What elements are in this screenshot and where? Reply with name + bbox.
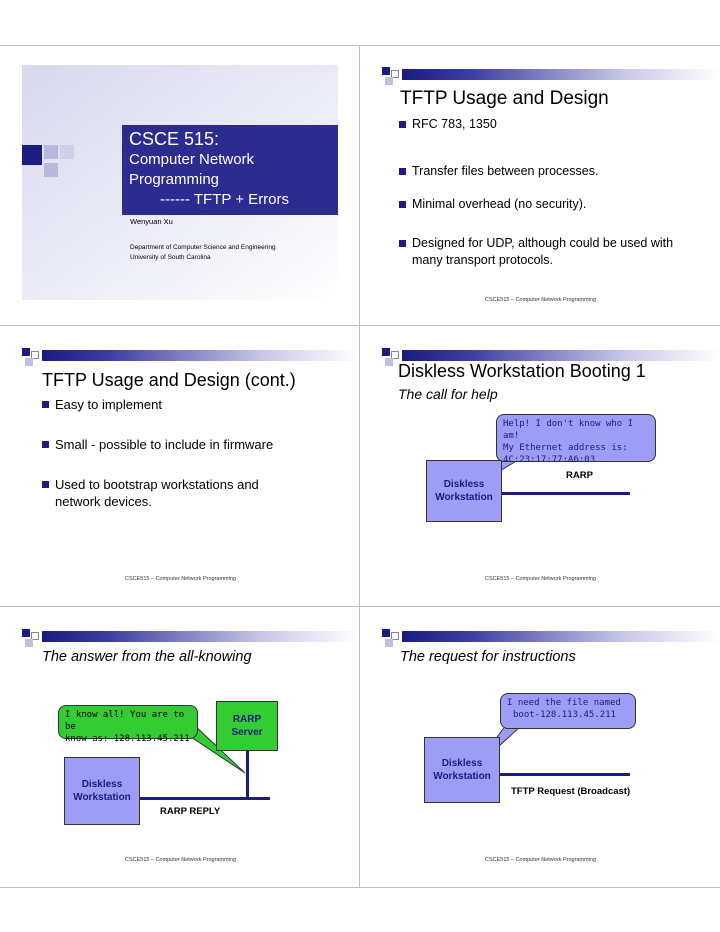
- deco-square: [60, 145, 74, 159]
- header-bar: [402, 631, 720, 642]
- bullet-item: Easy to implement: [55, 397, 162, 412]
- network-label: TFTP Request (Broadcast): [511, 786, 631, 797]
- deco-square: [44, 145, 58, 159]
- bullet-item: Small - possible to include in firmware: [55, 437, 274, 452]
- slide-diskless-booting: [360, 326, 720, 608]
- diskless-workstation-box: [426, 460, 502, 522]
- server-drop-line: [246, 751, 249, 799]
- bullet-item: Transfer files between processes.: [412, 164, 599, 178]
- speech-bubble: [500, 693, 636, 729]
- bullet-item: Minimal overhead (no security).: [412, 197, 587, 211]
- slide-title: TFTP Usage and Design (cont.): [42, 370, 296, 390]
- title-line: Programming: [129, 171, 220, 188]
- network-label: RARP REPLY: [160, 806, 221, 817]
- bullet-item: Used to bootstrap workstations and network devices.: [55, 476, 295, 510]
- bubble-line: I need the file named: [507, 698, 621, 708]
- bubble-line: My Ethernet address is:: [503, 443, 628, 453]
- diskless-workstation-box: [64, 757, 140, 825]
- header-bar: [402, 350, 720, 361]
- deco-squares-icon: [22, 629, 42, 649]
- deco-square: [22, 145, 42, 165]
- header-bar: [402, 69, 720, 80]
- network-label: RARP: [566, 470, 593, 481]
- slide-subtitle: The request for instructions: [400, 649, 576, 665]
- diskless-workstation-box: [424, 737, 500, 803]
- network-line: [140, 797, 270, 800]
- box-label: Workstation: [73, 792, 131, 803]
- header-bar: [42, 631, 358, 642]
- bullet-item: RFC 783, 1350: [412, 117, 497, 131]
- author: Wenyuan Xu: [130, 217, 173, 226]
- slide-title: [0, 45, 360, 327]
- box-label: Diskless: [441, 758, 483, 769]
- university: University of South Carolina: [130, 254, 211, 261]
- course-title: CSCE 515:: [129, 129, 220, 149]
- box-label: Workstation: [433, 771, 491, 782]
- footer: CSCE515 – Computer Network Programming: [485, 857, 596, 863]
- bubble-line: know as: 128.113.45.211: [65, 734, 190, 744]
- slide-tftp-request: [360, 607, 720, 889]
- box-label: RARP: [232, 714, 262, 725]
- deco-squares-icon: [382, 67, 402, 87]
- department: Department of Computer Science and Engineering: [130, 244, 276, 251]
- slide-tftp-usage-cont: [0, 326, 360, 608]
- bubble-line: I know all! You are to be: [65, 710, 185, 732]
- speech-bubble: [496, 414, 656, 465]
- speech-bubble: [58, 705, 198, 744]
- bubble-line: 4C:23:17:77:A6:03: [503, 455, 596, 465]
- title-line: ------ TFTP + Errors: [160, 191, 290, 208]
- bubble-line: Help! I don't know who I am!: [503, 419, 634, 441]
- slide-rarp-answer: [0, 607, 360, 889]
- header-bar: [42, 350, 358, 361]
- footer: CSCE515 – Computer Network Programming: [125, 857, 236, 863]
- deco-square: [44, 163, 58, 177]
- deco-squares-icon: [22, 348, 42, 368]
- slide-subtitle: The answer from the all-knowing: [42, 649, 252, 665]
- rarp-server-box: [216, 701, 278, 751]
- bullet-item: Designed for UDP, although could be used with many transport protocols.: [412, 235, 702, 269]
- bubble-line: boot-128.113.45.211: [513, 710, 616, 720]
- box-label: Diskless: [81, 779, 123, 790]
- footer: CSCE515 – Computer Network Programming: [485, 576, 596, 582]
- footer: CSCE515 – Computer Network Programming: [125, 576, 236, 582]
- slide-title: Diskless Workstation Booting 1: [398, 361, 646, 381]
- slide-tftp-usage: [360, 45, 720, 327]
- slide-subtitle: The call for help: [398, 386, 498, 402]
- box-label: Server: [231, 727, 263, 738]
- box-label: Diskless: [443, 479, 485, 490]
- box-label: Workstation: [435, 492, 493, 503]
- slide-title: TFTP Usage and Design: [400, 88, 609, 109]
- deco-squares-icon: [382, 629, 402, 649]
- title-line: Computer Network: [129, 151, 255, 168]
- footer: CSCE515 – Computer Network Programming: [485, 297, 596, 303]
- network-line: [500, 773, 630, 776]
- network-line: [502, 492, 630, 495]
